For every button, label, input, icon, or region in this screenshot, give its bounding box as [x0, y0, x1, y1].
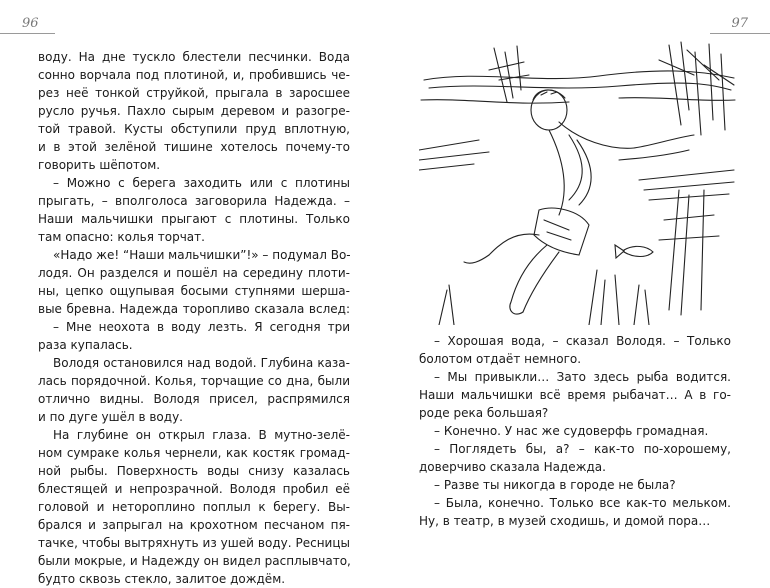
text-line: головой и нетороплино поплыл к берегу. Вы- [38, 500, 350, 514]
text-line: брался и запрыгал на крохотном песчаном пя- [38, 518, 350, 532]
text-line: Наши мальчишки всё время рыбачат… А в го- [419, 388, 731, 402]
text-line: Ну, в театр, в музей сходишь, и домой пора… [419, 514, 711, 528]
text-line: – Можно с берега заходить или с плотины [53, 176, 350, 190]
text-line: будто сквозь стекло, залитое дождём. [38, 572, 286, 586]
boy-swimming-illustration-icon [419, 40, 737, 325]
text-line: На глубине он открыл глаза. В мутно-зелё- [53, 428, 350, 442]
text-line: и по дуге ушёл в воду. [38, 410, 183, 424]
text-line: Володя остановился над водой. Глубина каза- [53, 356, 350, 370]
text-line: роде река большая? [419, 406, 549, 420]
text-line: – Хорошая вода, – сказал Володя. – Только [434, 334, 731, 348]
text-line: вые бревна. Надежда торопливо сказала вслед: [38, 302, 350, 316]
text-line: раза купалась. [38, 338, 133, 352]
body-text [419, 332, 731, 530]
text-line: – Разве ты никогда в городе не была? [434, 478, 676, 492]
text-line: сонно ворчала под плотиной, и, пробившись че- [38, 68, 350, 82]
text-line: ном сумраке колья чернели, как костяк громад- [38, 446, 350, 460]
text-line: прыгать, – вполголоса заговорила Надежда. – [38, 194, 350, 208]
text-line: – Поглядеть бы, а? – как-то по-хорошему, [434, 442, 731, 456]
left-page [0, 0, 385, 586]
text-line: ной рыбы. Поверхность воды снизу казалась [38, 464, 350, 478]
text-line: – Мы привыкли… Зато здесь рыба водится. [434, 370, 731, 384]
text-line: лась порядочной. Колья, торчащие со дна, были [38, 374, 350, 388]
page-number: 97 [731, 16, 748, 31]
text-line: ны, цепко ощупывая босыми ступнями шерша- [38, 284, 350, 298]
text-line: отлично видны. Володя присел, распрямился [38, 392, 350, 406]
text-line: – Была, конечно. Только все как-то мельком. [434, 496, 731, 510]
text-line: доверчиво сказала Надежда. [419, 460, 606, 474]
text-line: – Мне неохота в воду лезть. Я сегодня три [53, 320, 350, 334]
text-line: рез неё тонкой струйкой, прыгала в заросшее [38, 86, 350, 100]
text-line: воду. На дне тускло блестели песчинки. Вода [38, 50, 350, 64]
text-line: блестящей и непрозрачной. Володя пробил её [38, 482, 350, 496]
header-rule [710, 33, 770, 34]
header-rule [0, 33, 55, 34]
text-line: говорить шёпотом. [38, 158, 161, 172]
text-line: и в этой зелёной тишине хотелось почему-то [38, 140, 350, 154]
text-line: тачке, чтобы вытряхнуть из ушей воду. Ресницы [38, 536, 350, 550]
text-line: – Конечно. У нас же судоверфь громадная. [434, 424, 709, 438]
page-number: 96 [22, 16, 39, 31]
right-page [385, 0, 770, 549]
body-text [38, 48, 350, 588]
text-line: «Надо же! “Наши мальчишки”!» – подумал Во- [53, 248, 351, 262]
text-line: русло ручья. Пахло сырым деревом и разогре- [38, 104, 350, 118]
text-line: Наши мальчишки прыгают с плотины. Только [38, 212, 350, 226]
text-line: лодя. Он разделся и пошёл на середину плоти- [38, 266, 350, 280]
text-line: болотом отдаёт немного. [419, 352, 582, 366]
text-line: были мокрые, и Надежду он видел расплывчато, [38, 554, 351, 568]
text-line: той травой. Кусты обступили пруд вплотную, [38, 122, 350, 136]
text-line: там опасно: колья торчат. [38, 230, 205, 244]
